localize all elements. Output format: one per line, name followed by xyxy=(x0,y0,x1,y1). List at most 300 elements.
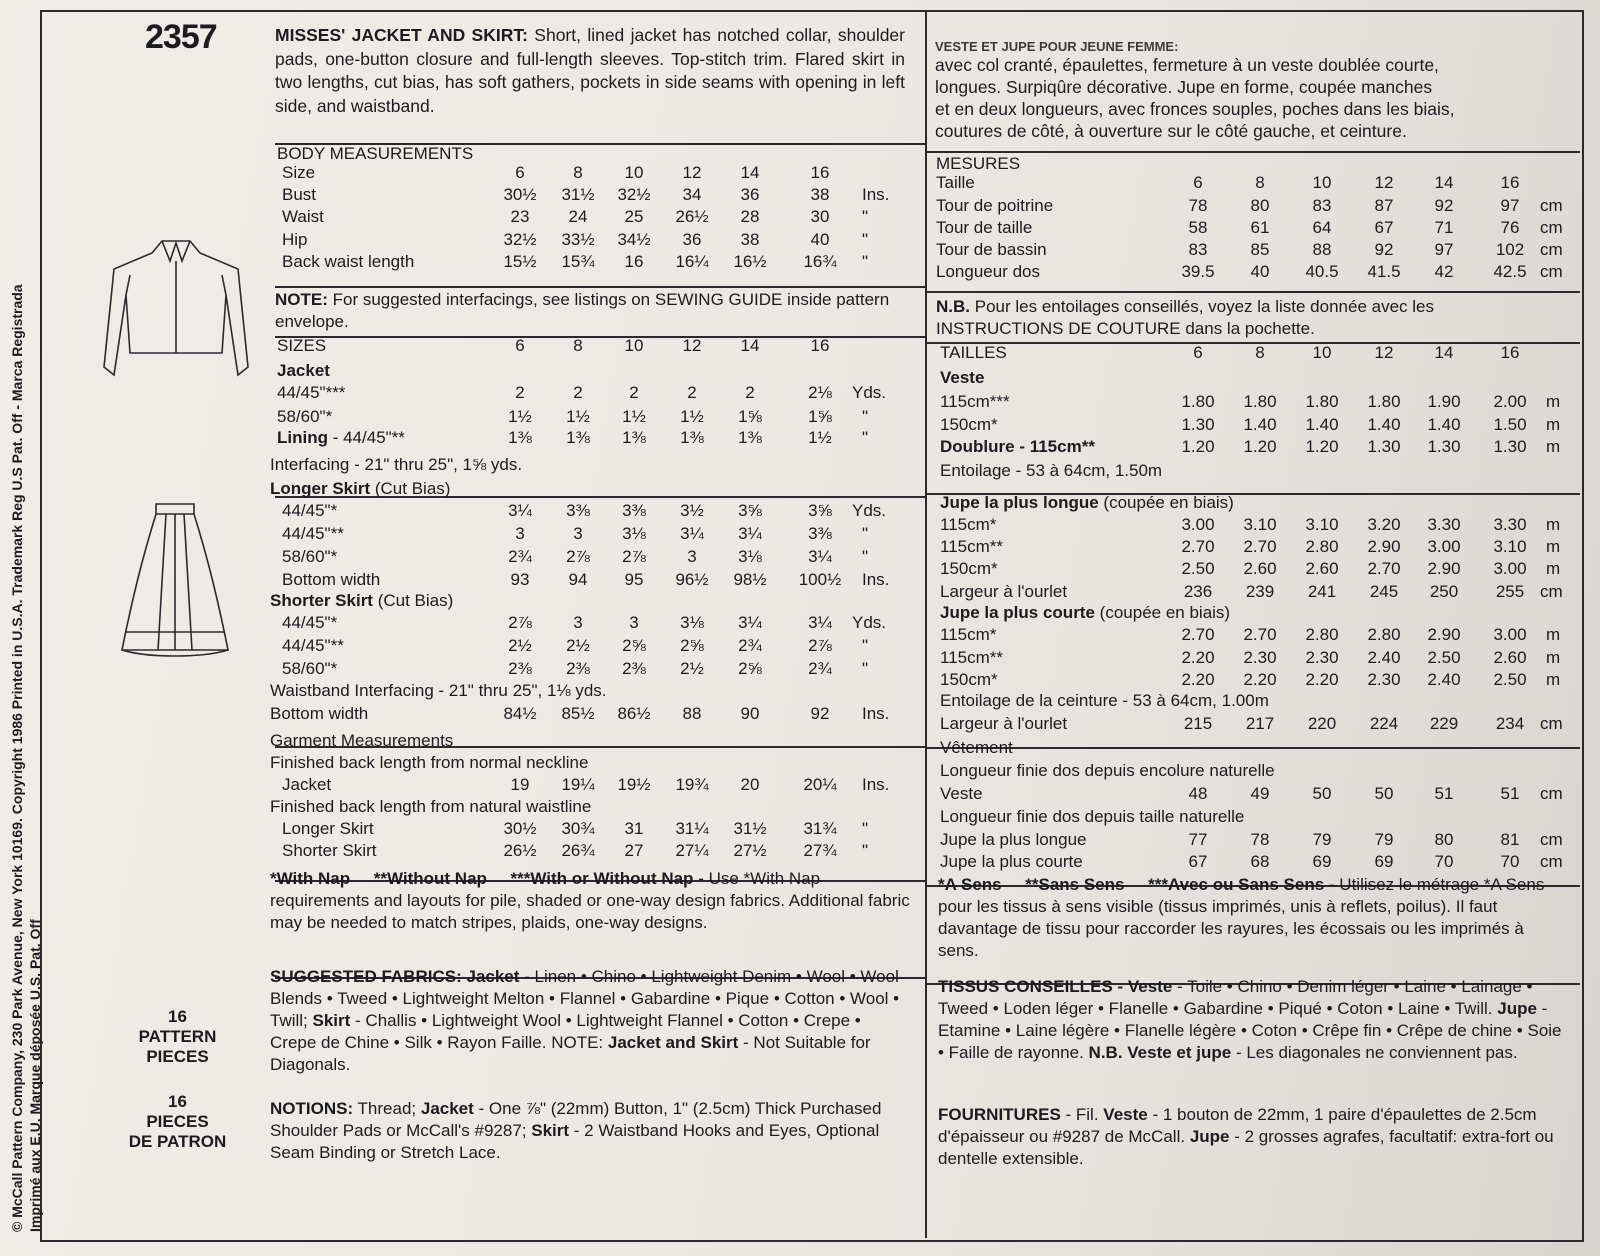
row-label: 115cm* xyxy=(940,625,997,644)
row-value: 220 xyxy=(1307,714,1337,733)
en-shorter-rest: (Cut Bias) xyxy=(377,591,454,610)
row-value: 2.70 xyxy=(1181,537,1215,556)
row-value: 98½ xyxy=(733,570,767,589)
en-lining-label xyxy=(277,428,405,448)
row-value: 224 xyxy=(1369,714,1399,733)
row-value: 1.30 xyxy=(1367,437,1401,456)
row-label: Tour de poitrine xyxy=(936,196,1054,215)
en-fabrics-title: SUGGESTED FABRICS: xyxy=(270,967,462,986)
row-value: 2⅞ xyxy=(622,547,646,566)
row-value: 2⅞ xyxy=(808,636,832,655)
row-value: 8 xyxy=(573,163,583,182)
row-value: 8 xyxy=(1255,173,1265,192)
row-value: 85½ xyxy=(561,704,595,723)
row-value: 1.30 xyxy=(1427,437,1461,456)
row-value: 25 xyxy=(624,207,644,226)
en-lining-bold: Lining xyxy=(277,428,328,447)
en-lining-rest: - 44/45"** xyxy=(332,428,405,447)
row-value: 70 xyxy=(1434,852,1454,871)
row-value: 3.00 xyxy=(1427,537,1461,556)
fr-courte-bold: Jupe la plus courte xyxy=(940,603,1095,622)
fr-sens-text: - Utilisez le métrage *A Sens pour les tissus à sens visible (tissus imprimés, unis à reflets, poilus). Il faut davantage de tissu pour raccorder les rayures, les écossais ou les imprimés à sens. xyxy=(938,875,1545,960)
row-value: 1½ xyxy=(566,407,590,426)
row-value: 3¼ xyxy=(808,547,832,566)
row-value: 88 xyxy=(682,704,702,723)
row-value: 49 xyxy=(1250,784,1270,803)
row-value: 100½ xyxy=(798,570,842,589)
row-unit: cm xyxy=(1540,240,1563,259)
row-value: 2¾ xyxy=(738,636,762,655)
fr-taille: 12 xyxy=(1374,343,1394,362)
en-notions-3: - 2 Waistband Hooks and Eyes, Optional Seam Binding or Stretch Lace. xyxy=(270,1121,880,1162)
en-fabrics-skirt-list: - Challis • Lightweight Wool • Lightweight Flannel • Cotton • Crepe • Crepe de Chine • Silk • Rayon Faille. NOTE: xyxy=(270,1011,861,1052)
en-waistband-interfacing: Waistband Interfacing - 21" thru 25", 1⅛ yds. xyxy=(270,681,607,700)
row-value: 88 xyxy=(1312,240,1332,259)
row-value: 1½ xyxy=(508,407,532,426)
row-value: 3¼ xyxy=(738,613,762,632)
row-value: 2.80 xyxy=(1305,625,1339,644)
row-unit: cm xyxy=(1540,852,1563,871)
en-longer-header xyxy=(270,478,450,499)
fr-longue-bold: Jupe la plus longue xyxy=(940,493,1099,512)
row-label: 58/60"* xyxy=(282,659,338,678)
row-value: 78 xyxy=(1188,196,1208,215)
fr-veste-heading: Veste xyxy=(940,368,985,387)
row-unit: Yds. xyxy=(852,613,887,632)
row-value: 15½ xyxy=(503,252,537,271)
row-value: 34½ xyxy=(617,230,651,249)
row-value: 215 xyxy=(1183,714,1213,733)
fr-tissus-nb-bold: N.B. Veste et jupe xyxy=(1088,1043,1232,1062)
row-value: 6 xyxy=(515,163,525,182)
en-size: 10 xyxy=(624,336,644,355)
row-value: 2½ xyxy=(566,636,590,655)
row-label: 44/45"** xyxy=(282,524,344,543)
row-label: 115cm* xyxy=(940,515,997,534)
fr-sens-notes xyxy=(938,874,1568,962)
row-value: 27½ xyxy=(733,841,767,860)
en-note xyxy=(275,289,915,333)
row-value: 70 xyxy=(1500,852,1520,871)
fr-vetement-sub1: Longueur finie dos depuis encolure naturelle xyxy=(940,761,1275,780)
row-unit: m xyxy=(1546,415,1561,434)
row-value: 1.80 xyxy=(1305,392,1339,411)
fr-fourn-veste: Veste xyxy=(1103,1105,1148,1124)
en-fabrics-jacket: Jacket xyxy=(466,967,520,986)
row-label: 150cm* xyxy=(940,415,998,434)
fr-veste-header xyxy=(940,367,984,388)
row-value: 241 xyxy=(1307,582,1337,601)
row-value: 1½ xyxy=(808,428,832,447)
row-value: 67 xyxy=(1188,852,1208,871)
en-fabrics-skirt: Skirt xyxy=(312,1011,351,1030)
row-value: 3¼ xyxy=(680,524,704,543)
row-label: Veste xyxy=(940,784,983,803)
row-value: 2.20 xyxy=(1181,670,1215,689)
row-unit: cm xyxy=(1540,830,1563,849)
row-value: 30½ xyxy=(503,185,537,204)
row-value: 26½ xyxy=(503,841,537,860)
row-value: 38 xyxy=(740,230,760,249)
row-label: 150cm* xyxy=(940,559,998,578)
row-label: Hip xyxy=(282,230,308,249)
row-unit: Yds. xyxy=(852,501,887,520)
row-unit: cm xyxy=(1540,784,1563,803)
row-unit: cm xyxy=(1540,218,1563,237)
row-value: 42 xyxy=(1434,262,1454,281)
row-value: 3 xyxy=(515,524,525,543)
pieces-label: PIECES xyxy=(146,1112,209,1131)
fr-description-line: longues. Surpiqûre décorative. Jupe en forme, coupée manches xyxy=(935,77,1433,97)
fr-veste-entoilage: Entoilage - 53 à 64cm, 1.50m xyxy=(940,461,1163,480)
row-label: 44/45"** xyxy=(282,636,344,655)
row-value: 93 xyxy=(510,570,530,589)
fr-nb-line2: INSTRUCTIONS DE COUTURE dans la pochette. xyxy=(936,319,1315,338)
copyright-side-text xyxy=(8,12,44,1232)
row-value: 2½ xyxy=(508,636,532,655)
row-value: 40 xyxy=(1250,262,1270,281)
row-value: 10 xyxy=(1312,173,1332,192)
row-label: Bust xyxy=(282,185,317,204)
en-nap-text: - Use *With Nap requirements and layouts for pile, shaded or one-way design fabrics. Additional fabric may be needed to match stripes, plaids, one-way designs. xyxy=(270,869,910,932)
row-value: 1.80 xyxy=(1181,392,1215,411)
en-notions-jacket: Jacket xyxy=(420,1099,474,1118)
row-value: 2 xyxy=(629,383,639,402)
row-label: 58/60"* xyxy=(277,407,333,426)
row-value: 1⅜ xyxy=(738,428,762,447)
row-value: 84½ xyxy=(503,704,537,723)
row-value: 40 xyxy=(810,230,830,249)
row-value: 16¼ xyxy=(675,252,709,271)
row-value: 16 xyxy=(1500,173,1520,192)
row-value: 83 xyxy=(1188,240,1208,259)
row-value: 2.60 xyxy=(1493,648,1527,667)
row-value: 3.00 xyxy=(1493,625,1527,644)
row-unit: cm xyxy=(1540,196,1563,215)
en-shorter-header xyxy=(270,590,453,611)
row-value: 1⅜ xyxy=(680,428,704,447)
fr-tissus xyxy=(938,976,1568,1064)
row-value: 30½ xyxy=(503,819,537,838)
en-longer-bold: Longer Skirt xyxy=(270,479,371,498)
row-unit: " xyxy=(862,230,869,249)
row-unit: " xyxy=(862,524,869,543)
row-value: 81 xyxy=(1500,830,1520,849)
row-value: 2⅜ xyxy=(622,659,646,678)
row-unit: m xyxy=(1546,437,1561,456)
skirt-sketch xyxy=(118,500,233,670)
row-unit: Ins. xyxy=(862,570,890,589)
row-unit: " xyxy=(862,252,869,271)
row-value: 2.70 xyxy=(1367,559,1401,578)
row-value: 2.60 xyxy=(1305,559,1339,578)
row-value: 3⅛ xyxy=(622,524,646,543)
row-value: 61 xyxy=(1250,218,1270,237)
row-value: 1⅝ xyxy=(808,407,832,426)
row-value: 24 xyxy=(568,207,588,226)
fr-tissus-jupe: Jupe xyxy=(1497,999,1537,1018)
row-value: 2.80 xyxy=(1367,625,1401,644)
en-jacket-heading: Jacket xyxy=(277,361,330,380)
pattern-number: 2357 xyxy=(145,18,217,56)
row-value: 2⅝ xyxy=(622,636,646,655)
row-value: 50 xyxy=(1312,784,1332,803)
fr-doublure-label: Doublure - 115cm** xyxy=(940,437,1095,456)
pieces-count: 16 xyxy=(168,1092,187,1111)
pieces-label: PATTERN xyxy=(138,1027,217,1046)
fr-tissus-veste: - Veste xyxy=(1117,977,1173,996)
fr-description-line: coutures de côté, à ouverture sur le côté gauche, et ceinture. xyxy=(935,121,1407,141)
row-value: 80 xyxy=(1250,196,1270,215)
fr-fournitures xyxy=(938,1104,1568,1170)
row-value: 3⅝ xyxy=(808,501,832,520)
fr-sens-1: *A Sens xyxy=(938,875,1002,894)
row-value: 6 xyxy=(1193,173,1203,192)
row-value: 51 xyxy=(1434,784,1454,803)
row-value: 51 xyxy=(1500,784,1520,803)
row-unit: " xyxy=(862,428,869,447)
row-value: 1.40 xyxy=(1427,415,1461,434)
row-value: 229 xyxy=(1429,714,1459,733)
fr-tissus-nb-rest: - Les diagonales ne conviennent pas. xyxy=(1235,1043,1518,1062)
row-value: 1.30 xyxy=(1181,415,1215,434)
row-unit: " xyxy=(862,819,869,838)
en-size: 12 xyxy=(682,336,702,355)
row-value: 3½ xyxy=(680,501,704,520)
fr-fourn-3: - 2 grosses agrafes, facultatif: extra-fort ou dentelle extensible. xyxy=(938,1127,1554,1168)
row-value: 20¼ xyxy=(803,775,837,794)
row-label: Longer Skirt xyxy=(282,819,374,838)
row-value: 28 xyxy=(740,207,760,226)
row-unit: " xyxy=(862,407,869,426)
row-value: 2.80 xyxy=(1305,537,1339,556)
row-value: 239 xyxy=(1245,582,1275,601)
row-value: 245 xyxy=(1369,582,1399,601)
row-unit: Ins. xyxy=(862,775,890,794)
row-value: 1.90 xyxy=(1427,392,1461,411)
row-value: 34 xyxy=(682,185,702,204)
row-value: 1.50 xyxy=(1493,415,1527,434)
row-value: 69 xyxy=(1312,852,1332,871)
row-value: 3.10 xyxy=(1305,515,1339,534)
row-value: 31¼ xyxy=(675,819,709,838)
row-label: 115cm** xyxy=(940,537,1003,556)
row-unit: m xyxy=(1546,648,1561,667)
rule xyxy=(275,286,925,288)
row-value: 86½ xyxy=(617,704,651,723)
row-value: 2⅜ xyxy=(508,659,532,678)
row-value: 3.00 xyxy=(1181,515,1215,534)
fr-description-line: avec col cranté, épaulettes, fermeture à un veste doublée courte, xyxy=(935,55,1439,75)
fr-tissus-jupe-list: - Etamine • Laine légère • Flanelle légère • Coton • Crêpe fin • Crêpe de chine • Soie • Faille de rayonne. xyxy=(938,999,1562,1062)
row-value: 32½ xyxy=(617,185,651,204)
row-value: 1.80 xyxy=(1367,392,1401,411)
row-value: 3.20 xyxy=(1367,515,1401,534)
row-value: 27¾ xyxy=(803,841,837,860)
row-label: 115cm*** xyxy=(940,392,1010,411)
jacket-sketch xyxy=(100,235,252,385)
en-sizes-label: SIZES xyxy=(277,336,327,355)
row-unit: m xyxy=(1546,670,1561,689)
fr-taille: 8 xyxy=(1255,343,1265,362)
row-value: 3⅜ xyxy=(622,501,646,520)
row-value: 31 xyxy=(624,819,644,838)
row-value: 32½ xyxy=(503,230,537,249)
row-value: 2 xyxy=(687,383,697,402)
row-value: 3⅛ xyxy=(680,613,704,632)
row-label: 44/45"*** xyxy=(277,383,346,402)
center-divider xyxy=(925,10,927,1238)
row-label: Tour de bassin xyxy=(936,240,1047,259)
row-value: 16½ xyxy=(733,252,767,271)
fr-taille: 10 xyxy=(1312,343,1332,362)
fr-longue-header xyxy=(940,492,1234,513)
row-value: 79 xyxy=(1312,830,1332,849)
row-value: 41.5 xyxy=(1367,262,1401,281)
row-unit: m xyxy=(1546,515,1561,534)
row-value: 3 xyxy=(573,613,583,632)
en-size: 14 xyxy=(740,336,760,355)
fr-vetement-sub2: Longueur finie dos depuis taille naturelle xyxy=(940,807,1245,826)
row-label: Largeur à l'ourlet xyxy=(940,714,1068,733)
fr-nb xyxy=(936,296,1566,340)
row-value: 16¾ xyxy=(803,252,837,271)
fr-description xyxy=(935,40,1565,142)
row-value: 10 xyxy=(624,163,644,182)
row-value: 3 xyxy=(629,613,639,632)
row-value: 12 xyxy=(682,163,702,182)
fr-title: VESTE ET JUPE POUR JEUNE FEMME: xyxy=(935,39,1179,54)
row-label: Shorter Skirt xyxy=(282,841,377,860)
row-value: 36 xyxy=(682,230,702,249)
row-value: 19½ xyxy=(617,775,651,794)
row-label: Taille xyxy=(936,173,975,192)
row-value: 2 xyxy=(515,383,525,402)
en-longer-rest: (Cut Bias) xyxy=(374,479,451,498)
row-value: 85 xyxy=(1250,240,1270,259)
row-value: 39.5 xyxy=(1181,262,1215,281)
fr-description-line: et en deux longueurs, avec fronces souples, poches dans les biais, xyxy=(935,99,1455,119)
en-title: MISSES' JACKET AND SKIRT: xyxy=(275,25,528,45)
row-unit: " xyxy=(862,659,869,678)
row-value: 3.10 xyxy=(1243,515,1277,534)
row-value: 68 xyxy=(1250,852,1270,871)
row-label: 58/60"* xyxy=(282,547,338,566)
row-unit: Ins. xyxy=(862,704,890,723)
fr-taille: 6 xyxy=(1193,343,1203,362)
en-notions-skirt: Skirt xyxy=(531,1121,570,1140)
row-value: 2.20 xyxy=(1243,670,1277,689)
row-value: 1.20 xyxy=(1305,437,1339,456)
row-value: 58 xyxy=(1188,218,1208,237)
row-label: Size xyxy=(282,163,316,182)
row-value: 16 xyxy=(624,252,644,271)
row-value: 3.30 xyxy=(1493,515,1527,534)
pieces-label: PIECES xyxy=(146,1047,209,1066)
fr-vetement-header: Vêtement xyxy=(940,738,1013,757)
row-value: 33½ xyxy=(561,230,595,249)
pattern-pieces-fr xyxy=(110,1092,245,1152)
row-value: 38 xyxy=(810,185,830,204)
row-value: 27¼ xyxy=(675,841,709,860)
en-fabrics-jacket-list: - Linen • Chino • Lightweight Denim • Wool • Wool Blends • Tweed • Lightweight Melton • Flannel • Gabardine • Pique • Cotton • Wool • Twill; xyxy=(270,967,900,1030)
row-value: 1.30 xyxy=(1493,437,1527,456)
row-unit: cm xyxy=(1540,262,1563,281)
row-value: 3⅜ xyxy=(808,524,832,543)
row-value: 2⅝ xyxy=(738,659,762,678)
row-value: 50 xyxy=(1374,784,1394,803)
row-value: 2¾ xyxy=(508,547,532,566)
row-value: 2.50 xyxy=(1493,670,1527,689)
row-value: 95 xyxy=(624,570,644,589)
row-value: 2.70 xyxy=(1181,625,1215,644)
row-value: 2⅝ xyxy=(680,636,704,655)
fr-sens-2: **Sans Sens xyxy=(1025,875,1125,894)
row-value: 40.5 xyxy=(1305,262,1339,281)
row-unit: " xyxy=(862,547,869,566)
row-label: Jacket xyxy=(282,775,332,794)
row-value: 2 xyxy=(745,383,755,402)
en-garment-sub2: Finished back length from natural waistline xyxy=(270,797,592,816)
row-label: Largeur à l'ourlet xyxy=(940,582,1068,601)
en-fabrics-note-rest: - Not Suitable for Diagonals. xyxy=(270,1033,871,1074)
en-nap-3: ***With or Without Nap xyxy=(510,869,694,888)
row-value: 2.90 xyxy=(1367,537,1401,556)
row-value: 3¼ xyxy=(738,524,762,543)
row-value: 1⅜ xyxy=(622,428,646,447)
row-value: 1.20 xyxy=(1181,437,1215,456)
row-value: 31½ xyxy=(561,185,595,204)
row-unit: m xyxy=(1546,625,1561,644)
row-value: 255 xyxy=(1495,582,1525,601)
row-value: 12 xyxy=(1374,173,1394,192)
row-value: 19 xyxy=(510,775,530,794)
en-notions-2: - One ⅞" (22mm) Button, 1" (2.5cm) Thick Purchased Shoulder Pads or McCall's #9287; xyxy=(270,1099,882,1140)
fr-longue-rest: (coupée en biais) xyxy=(1103,493,1234,512)
row-value: 3⅛ xyxy=(738,547,762,566)
row-value: 19¼ xyxy=(561,775,595,794)
row-value: 97 xyxy=(1500,196,1520,215)
en-nap-2: **Without Nap xyxy=(373,869,487,888)
row-value: 1⅜ xyxy=(566,428,590,447)
row-value: 2 xyxy=(573,383,583,402)
row-value: 250 xyxy=(1429,582,1459,601)
row-value: 36 xyxy=(740,185,760,204)
row-label: 115cm** xyxy=(940,648,1003,667)
en-nap-notes xyxy=(270,868,910,934)
row-value: 2.20 xyxy=(1181,648,1215,667)
row-value: 30¾ xyxy=(561,819,595,838)
fr-fourn-title: FOURNITURES xyxy=(938,1105,1061,1124)
row-value: 2.90 xyxy=(1427,625,1461,644)
fr-ceinture-entoilage: Entoilage de la ceinture - 53 à 64cm, 1.00m xyxy=(940,691,1269,710)
row-value: 31½ xyxy=(733,819,767,838)
row-value: 87 xyxy=(1374,196,1394,215)
en-notions-title: NOTIONS: xyxy=(270,1099,354,1118)
row-value: 1.80 xyxy=(1243,392,1277,411)
fr-sens-3: ***Avec ou Sans Sens xyxy=(1148,875,1325,894)
row-value: 2.30 xyxy=(1305,648,1339,667)
rule xyxy=(926,747,1580,749)
row-value: 3 xyxy=(573,524,583,543)
row-value: 42.5 xyxy=(1493,262,1527,281)
row-value: 92 xyxy=(810,704,830,723)
row-value: 2⅜ xyxy=(566,659,590,678)
row-value: 3.10 xyxy=(1493,537,1527,556)
row-unit: Yds. xyxy=(852,383,887,402)
row-label: Bottom width xyxy=(270,704,369,723)
row-value: 14 xyxy=(740,163,760,182)
